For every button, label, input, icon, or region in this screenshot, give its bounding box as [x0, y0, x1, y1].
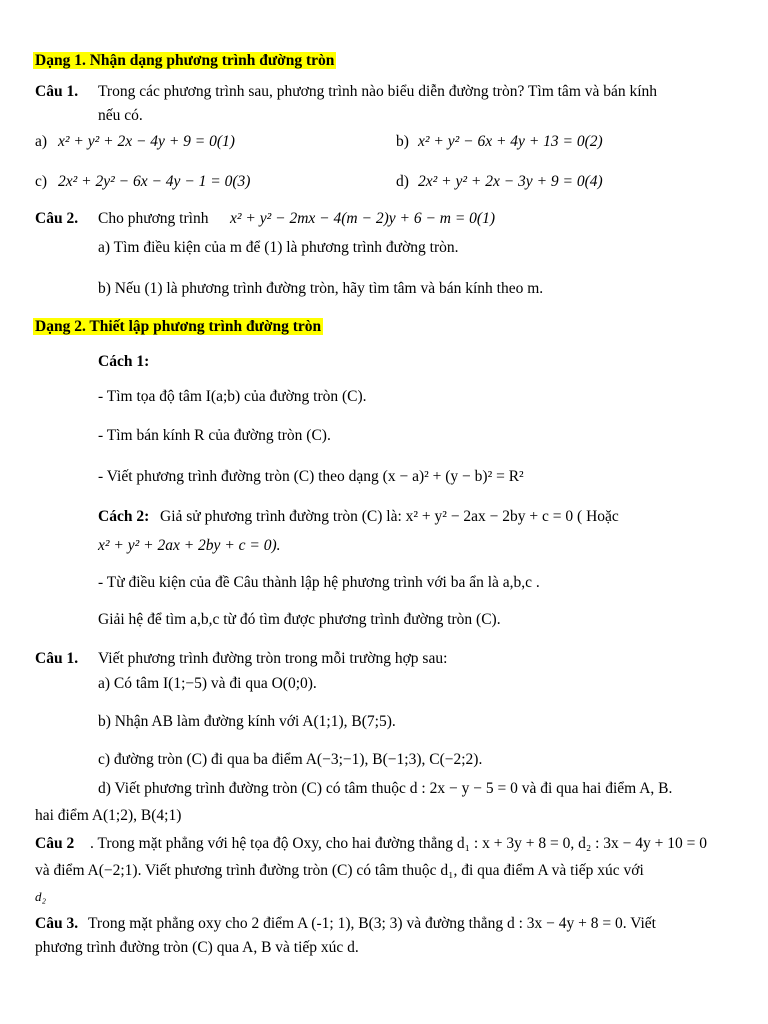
d1-cau1-text: Trong các phương trình sau, phương trình nào biểu diễn đường tròn? Tìm tâm và bán kính [98, 83, 658, 100]
d2-cau3-text2: phương trình đường tròn (C) qua A, B và tiếp xúc d. [35, 939, 359, 956]
cach1-step2: - Tìm bán kính R của đường tròn (C). [98, 427, 331, 444]
d2-cau2-text3: d₂ [35, 889, 47, 904]
d1-cau1-a-eq: x² + y² + 2x − 4y + 9 = 0(1) [58, 133, 235, 150]
d2-cau1-b: b) Nhận AB làm đường kính với A(1;1), B(7;5). [98, 713, 396, 730]
section-title-dang1: Dạng 1. Nhận dạng phương trình đường tròn [35, 52, 335, 69]
section-title-dang2: Dạng 2. Thiết lập phương trình đường tròn [35, 318, 322, 335]
d2-cau3-label: Câu 3. [35, 915, 79, 932]
cach1-label: Cách 1: [98, 353, 150, 370]
d1-cau2-b: b) Nếu (1) là phương trình đường tròn, hãy tìm tâm và bán kính theo m. [98, 280, 544, 297]
d1-cau1-text2: nếu có. [98, 107, 143, 124]
d1-cau1-a-label: a) [35, 133, 48, 150]
d2-cau1-c: c) đường tròn (C) đi qua ba điểm A(−3;−1), B(−1;3), C(−2;2). [98, 751, 483, 768]
d1-cau1-c-label: c) [35, 173, 48, 190]
d2-cau2-text2: và điểm A(−2;1). Viết phương trình đường tròn (C) có tâm thuộc d₁, đi qua điểm A và tiếp xúc với [35, 862, 644, 879]
d2-cau1-d: d) Viết phương trình đường tròn (C) có tâm thuộc d : 2x − y − 5 = 0 và đi qua hai điểm A, B. [98, 780, 673, 797]
cach2-step1: Giả sử phương trình đường tròn (C) là: x² + y² − 2ax − 2by + c = 0 ( Hoặc [160, 508, 619, 525]
d1-cau1-d-label: d) [396, 173, 409, 190]
d1-cau2-a: a) Tìm điều kiện của m để (1) là phương trình đường tròn. [98, 239, 459, 256]
d2-cau1-label: Câu 1. [35, 650, 79, 667]
d1-cau1-b-label: b) [396, 133, 409, 150]
cach1-step3: - Viết phương trình đường tròn (C) theo dạng (x − a)² + (y − b)² = R² [98, 468, 524, 485]
d1-cau2-eq: x² + y² − 2mx − 4(m − 2)y + 6 − m = 0(1) [230, 210, 496, 227]
d2-cau1-a: a) Có tâm I(1;−5) và đi qua O(0;0). [98, 675, 317, 692]
d1-cau1-c-eq: 2x² + 2y² − 6x − 4y − 1 = 0(3) [58, 173, 251, 190]
d2-cau1-text: Viết phương trình đường tròn trong mỗi trường hợp sau: [98, 650, 448, 667]
cach1-step1: - Tìm tọa độ tâm I(a;b) của đường tròn (C). [98, 388, 367, 405]
d1-cau2-text: Cho phương trình [98, 210, 209, 227]
d2-cau1-d2: hai điểm A(1;2), B(4;1) [35, 807, 182, 824]
cach2-step2: - Từ điều kiện của đề Câu thành lập hệ phương trình với ba ẩn là a,b,c . [98, 574, 540, 591]
cach2-label: Cách 2: [98, 508, 150, 525]
d1-cau1-label: Câu 1. [35, 83, 79, 100]
d1-cau2-label: Câu 2. [35, 210, 79, 227]
d1-cau1-d-eq: 2x² + y² + 2x − 3y + 9 = 0(4) [418, 173, 603, 190]
d2-cau2-text: . Trong mặt phẳng với hệ tọa độ Oxy, cho hai đường thẳng d₁ : x + 3y + 8 = 0, d₂ : 3x − 4y + 10 = 0 [90, 835, 708, 852]
cach2-step1b: x² + y² + 2ax + 2by + c = 0). [98, 537, 281, 554]
d1-cau1-b-eq: x² + y² − 6x + 4y + 13 = 0(2) [418, 133, 603, 150]
d2-cau2-label: Câu 2 [35, 835, 75, 852]
d2-cau3-text: Trong mặt phẳng oxy cho 2 điểm A (-1; 1), B(3; 3) và đường thẳng d : 3x − 4y + 8 = 0. Viết [88, 915, 656, 932]
cach2-step3: Giải hệ để tìm a,b,c từ đó tìm được phương trình đường tròn (C). [98, 611, 501, 628]
